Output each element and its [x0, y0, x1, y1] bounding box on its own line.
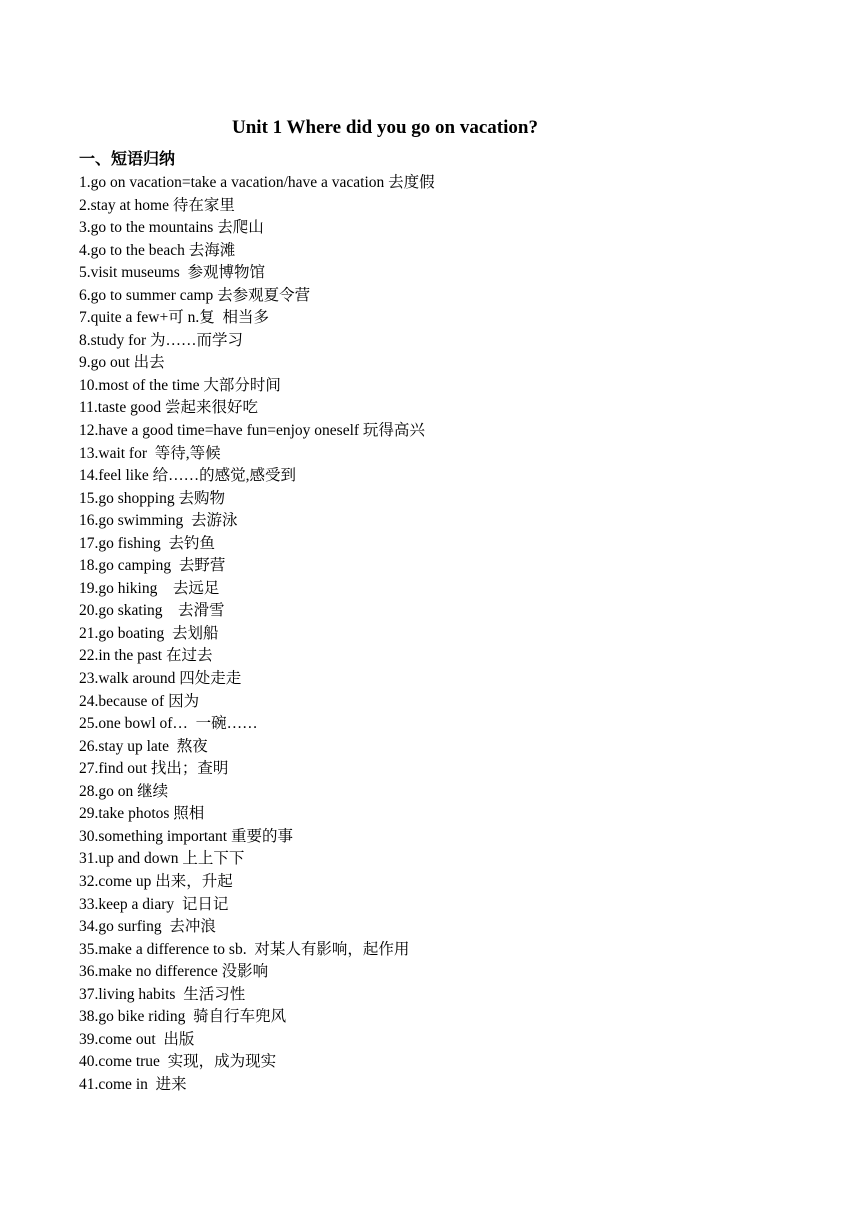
phrase-item: 5.visit museums 参观博物馆 — [79, 264, 266, 282]
phrase-item: 25.one bowl of… 一碗…… — [79, 715, 258, 733]
phrase-item: 14.feel like 给……的感觉,感受到 — [79, 467, 296, 485]
phrase-item: 8.study for 为……而学习 — [79, 331, 244, 349]
phrase-item: 17.go fishing 去钓鱼 — [79, 534, 216, 552]
phrase-item: 24.because of 因为 — [79, 692, 200, 710]
phrase-item: 23.walk around 四处走走 — [79, 670, 242, 688]
page-title: Unit 1 Where did you go on vacation? — [232, 117, 538, 138]
phrase-item: 36.make no difference 没影响 — [79, 963, 269, 981]
phrase-item: 34.go surfing 去冲浪 — [79, 918, 216, 936]
phrase-item: 20.go skating 去滑雪 — [79, 602, 225, 620]
phrase-item: 39.come out 出版 — [79, 1030, 195, 1048]
phrase-list — [79, 172, 435, 1096]
phrase-item: 35.make a difference to sb. 对某人有影响，起作用 — [79, 940, 410, 958]
phrase-item: 41.come in 进来 — [79, 1075, 187, 1093]
phrase-item: 19.go hiking 去远足 — [79, 579, 220, 597]
phrase-item: 13.wait for 等待,等候 — [79, 444, 221, 462]
phrase-item: 10.most of the time 大部分时间 — [79, 376, 281, 394]
phrase-item: 31.up and down 上上下下 — [79, 850, 245, 868]
phrase-item: 32.come up 出来，升起 — [79, 872, 233, 890]
phrase-item: 18.go camping 去野营 — [79, 557, 226, 575]
phrase-item: 30.something important 重要的事 — [79, 827, 293, 845]
phrase-item: 38.go bike riding 骑自行车兜风 — [79, 1008, 287, 1026]
phrase-item: 9.go out 出去 — [79, 354, 165, 372]
phrase-item: 22.in the past 在过去 — [79, 647, 213, 665]
phrase-item: 15.go shopping 去购物 — [79, 489, 225, 507]
phrase-item: 21.go boating 去划船 — [79, 624, 219, 642]
phrase-item: 27.find out 找出；查明 — [79, 760, 229, 778]
phrase-item: 6.go to summer camp 去参观夏令营 — [79, 286, 311, 304]
phrase-item: 3.go to the mountains 去爬山 — [79, 219, 264, 237]
phrase-item: 40.come true 实现，成为现实 — [79, 1053, 277, 1071]
phrase-item: 11.taste good 尝起来很好吃 — [79, 399, 258, 417]
phrase-item: 4.go to the beach 去海滩 — [79, 241, 236, 259]
phrase-item: 26.stay up late 熬夜 — [79, 737, 208, 755]
phrase-item: 28.go on 继续 — [79, 782, 169, 800]
phrase-item: 33.keep a diary 记日记 — [79, 895, 229, 913]
phrase-item: 7.quite a few+可 n.复 相当多 — [79, 309, 269, 327]
phrase-item: 29.take photos 照相 — [79, 805, 205, 823]
phrase-item: 16.go swimming 去游泳 — [79, 512, 238, 530]
phrase-item: 37.living habits 生活习性 — [79, 985, 246, 1003]
section-heading: 一、短语归纳 — [79, 151, 176, 168]
phrase-item: 1.go on vacation=take a vacation/have a vacation 去度假 — [79, 174, 435, 191]
phrase-item: 2.stay at home 待在家里 — [79, 196, 235, 214]
phrase-item: 12.have a good time=have fun=enjoy oneself 玩得高兴 — [79, 422, 425, 440]
